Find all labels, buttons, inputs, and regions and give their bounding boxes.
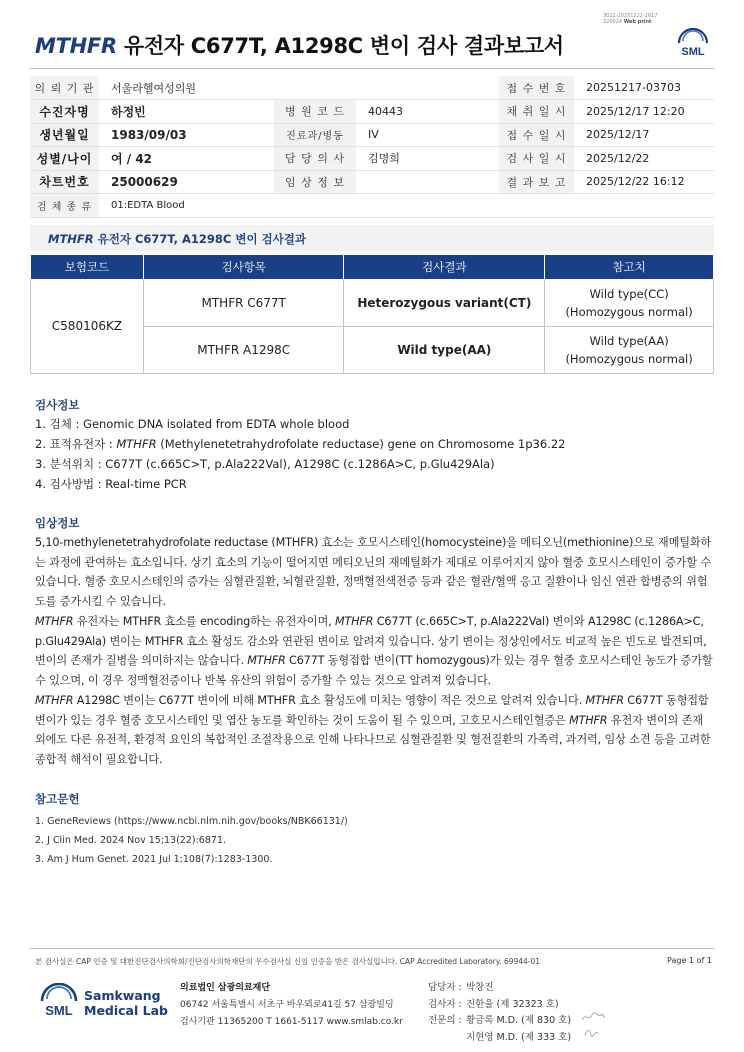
info-row (30, 170, 714, 194)
value-department: IV (356, 123, 499, 147)
value-sex-age: 여 / 42 (99, 147, 274, 171)
info-row (30, 123, 714, 147)
value-specimen-type: 01:EDTA Blood (99, 194, 714, 218)
gene-italic: MTHFR (569, 713, 608, 727)
clinical-text: C677T 동형접합 변이가 있는 경우 혈중 호모시스테인 및 엽산 농도를 확인하는 것이 도움이 될 수 있으며, 고호모시스테인혈증은 (35, 694, 709, 727)
org-contact: 검사기관 11365200 T 1661-5117 www.smlab.co.kr (180, 1017, 403, 1027)
clinical-text: C677T 동형접합 변이(TT homozygous)가 있는 경우 혈중 호모시스테인 농도가 증가할 수 있으며, 이 경우 정맥혈전증이나 반복 유산의 위험이 증가할 수 있는 것으로 알려져 있습니다. (35, 654, 713, 688)
info-row (30, 147, 714, 171)
label-test-date: 검 사 일 시 (499, 147, 574, 171)
test-info-specimen: 1. 검체 : Genomic DNA isolated from EDTA whole blood (35, 417, 350, 431)
label-birthdate: 생년월일 (30, 123, 99, 147)
staff-row (428, 980, 571, 997)
staff-role: 전문의 : (428, 1015, 462, 1026)
staff-row (428, 1013, 571, 1030)
org-address: 06742 서울특별시 서초구 바우뫼로41길 57 삼광빌딩 (180, 1000, 394, 1010)
label-department: 진료과/병동 (274, 123, 356, 147)
sml-logo (675, 27, 711, 61)
title-rest: 유전자 C677T, A1298C 변이 검사 결과보고서 (116, 34, 564, 58)
value-hospital-code: 40443 (356, 100, 499, 124)
info-row (30, 76, 714, 100)
label-clinical-info: 임 상 정 보 (274, 170, 356, 194)
result-table (30, 255, 714, 374)
gene-italic: MTHFR (585, 694, 624, 707)
patient-info-table (30, 76, 714, 218)
insurance-code: C580106KZ (31, 279, 144, 373)
reference-line1: Wild type(CC) (589, 286, 669, 301)
brand-name (84, 988, 168, 1018)
label-referring-institution: 의 뢰 기 관 (30, 76, 99, 100)
table-row (31, 279, 714, 326)
staff-row (428, 1030, 571, 1047)
value-receipt-date: 2025/12/17 (574, 123, 714, 147)
test-info-method: 4. 검사방법 : Real-time PCR (35, 477, 187, 491)
footer-divider (30, 948, 714, 949)
test-result: Wild type(AA) (344, 326, 545, 373)
staff-name: 지현영 M.D. (제 333 호) (466, 1031, 572, 1043)
page-number: Page 1 of 1 (667, 956, 712, 965)
staff-role: 담당자 : (428, 982, 462, 993)
staff-row (428, 997, 571, 1014)
value-birthdate: 1983/09/03 (99, 123, 274, 147)
staff-name: 진한울 (제 32323 호) (466, 998, 559, 1010)
label-sex-age: 성별/나이 (30, 147, 99, 171)
result-header-row (31, 255, 714, 279)
gene-italic: MTHFR (334, 615, 374, 628)
references-list (35, 812, 348, 869)
info-row (30, 194, 714, 218)
clinical-text: C677T (c.665C>T, p.Ala222Val) 변이와 A1298C (c.1286A>C, p.Glu429Ala) 변이는 MTHFR 효소 활성도 감소와 연관된 변이로 알려져 있습니다. 상기 변이는 정상인에서도 비교적 높은 빈도로 발견되며, 변이의 존재가 질병을 의미하지는 않습니다. (35, 615, 707, 668)
reference-value (545, 279, 714, 326)
organization-info (180, 980, 403, 1031)
target-gene-label: 2. 표적유전자 : (35, 437, 117, 451)
target-gene-desc: (Methylenetetrahydrofolate reductase) gene on Chromosome 1p36.22 (156, 437, 566, 451)
clinical-text: A1298C 변이는 C677T 변이에 비해 MTHFR 효소 활성도에 미치는 영향이 적은 것으로 알려져 있습니다. (73, 694, 586, 707)
clinical-text: 유전자 변이의 존재 외에도 다른 유전적, 환경적 요인의 복합적인 조절작용으로 인해 나타나므로 심혈관질환 및 혈전질환의 가족력, 과거력, 임상 소견 등을 고려한 종합적 해석이 필요합니다. (35, 713, 711, 767)
test-info-loci: 3. 분석위치 : C677T (c.665C>T, p.Ala222Val), A1298C (c.1286A>C, p.Glu429Ala) (35, 457, 495, 471)
document-id (603, 13, 658, 25)
test-info-target-gene (35, 434, 565, 454)
clinical-text: 유전자는 MTHFR 효소를 encoding하는 유전자이며, (73, 615, 335, 628)
value-receipt-number: 20251217-03703 (574, 76, 714, 100)
reference-item: 1. GeneReviews (https://www.ncbi.nlm.nih.gov/books/NBK66131/) (35, 816, 348, 827)
reference-line1: Wild type(AA) (589, 333, 669, 348)
section-title-rest: 유전자 C677T, A1298C 변이 검사결과 (93, 232, 306, 246)
value-physician: 김명희 (356, 147, 499, 171)
signature-image (580, 1010, 608, 1024)
gene-italic: MTHFR (247, 654, 286, 668)
label-collection-datetime: 채 취 일 시 (499, 100, 574, 124)
reference-value (545, 326, 714, 373)
svg-text:SML: SML (681, 46, 705, 58)
label-report-datetime: 결 과 보 고 (499, 170, 574, 194)
header-reference: 참고치 (545, 255, 714, 279)
label-patient-name: 수진자명 (30, 100, 99, 124)
staff-role: 검사자 : (428, 998, 462, 1010)
brand-line2: Medical Lab (84, 1003, 168, 1018)
accreditation-note: 본 검사실은 CAP 인증 및 대한진단검사의학회/진단검사의학재단의 우수검사실 신임 인증을 받은 검사실입니다. CAP Accredited Laboratory. 69944-01 (35, 957, 541, 966)
reference-line2: (Homozygous normal) (565, 304, 693, 319)
value-chart-number: 25000629 (99, 170, 274, 194)
value-patient-name: 하정빈 (99, 100, 274, 124)
clinical-info-heading: 임상정보 (35, 516, 80, 530)
section-title-gene: MTHFR (48, 232, 94, 246)
reference-line2: (Homozygous normal) (565, 351, 693, 366)
clinical-paragraph-3 (35, 691, 715, 770)
label-specimen-type: 검 체 종 류 (30, 194, 99, 218)
signature-image (582, 1025, 602, 1039)
gene-italic: MTHFR (35, 615, 74, 628)
target-gene-name: MTHFR (116, 437, 157, 451)
test-result: Heterozygous variant(CT) (344, 279, 545, 326)
references-heading: 참고문헌 (35, 792, 80, 806)
reference-item: 3. Am J Hum Genet. 2021 Jul 1;108(7):1283-1300. (35, 854, 273, 865)
label-physician: 담 당 의 사 (274, 147, 356, 171)
value-clinical-info (356, 170, 499, 194)
value-collection-datetime: 2025/12/17 12:20 (574, 100, 714, 124)
page-title (35, 30, 564, 60)
document-id-line1: 3022-20251222-1617 (603, 13, 658, 19)
header-divider (30, 68, 714, 69)
print-label: Web print (623, 19, 652, 25)
header-test-item: 검사항목 (143, 255, 344, 279)
test-item: MTHFR A1298C (143, 326, 344, 373)
label-receipt-date: 접 수 일 시 (499, 123, 574, 147)
label-hospital-code: 병 원 코 드 (274, 100, 356, 124)
test-info-list (35, 414, 565, 494)
test-item: MTHFR C677T (143, 279, 344, 326)
value-report-datetime: 2025/12/22 16:12 (574, 170, 714, 194)
org-name: 의료법인 삼광의료재단 (180, 983, 271, 993)
label-chart-number: 차트번호 (30, 170, 99, 194)
staff-name: 황금록 M.D. (제 830 호) (466, 1015, 572, 1026)
staff-list (428, 980, 571, 1046)
result-section-title (30, 225, 714, 251)
reference-item: 2. J Clin Med. 2024 Nov 15;13(22):6871. (35, 835, 227, 846)
header-test-result: 검사결과 (344, 255, 545, 279)
brand-line1: Samkwang (84, 988, 161, 1003)
staff-name: 박창진 (466, 982, 494, 993)
info-row (30, 100, 714, 124)
document-id-line2: 220024 (603, 19, 623, 25)
header-insurance-code: 보험코드 (31, 255, 144, 279)
value-referring-institution: 서울라헬여성의원 (99, 76, 499, 100)
value-test-date: 2025/12/22 (574, 147, 714, 171)
test-info-heading: 검사정보 (35, 398, 80, 412)
title-gene: MTHFR (35, 34, 117, 58)
gene-italic: MTHFR (35, 694, 74, 707)
sml-footer-logo (38, 983, 80, 1023)
clinical-paragraph-1: 5,10-methylenetetrahydrofolate reductase (MTHFR) 효소는 호모시스테인(homocysteine)을 메티오닌(methionine)으로 재메틸화하는 과정에 관여하는 효소입니다. 상기 효소의 기능이 떨어지면 메티오닌의 재메틸화가 제대로 이루어지지 않아 혈중 호모시스테인이 증가할 수 있습니다. 혈중 호모시스테인의 증가는 심혈관질환, 뇌혈관질환, 정맥혈전색전증 등과 같은 혈관/혈액 응고 질환이나 임신 연관 합병증의 위험도를 증가시킬 수 있습니다. (35, 536, 712, 609)
staff-role (428, 1030, 466, 1047)
svg-text:SML: SML (45, 1003, 73, 1018)
clinical-paragraph-2 (35, 612, 715, 691)
label-receipt-number: 접 수 번 호 (499, 76, 574, 100)
